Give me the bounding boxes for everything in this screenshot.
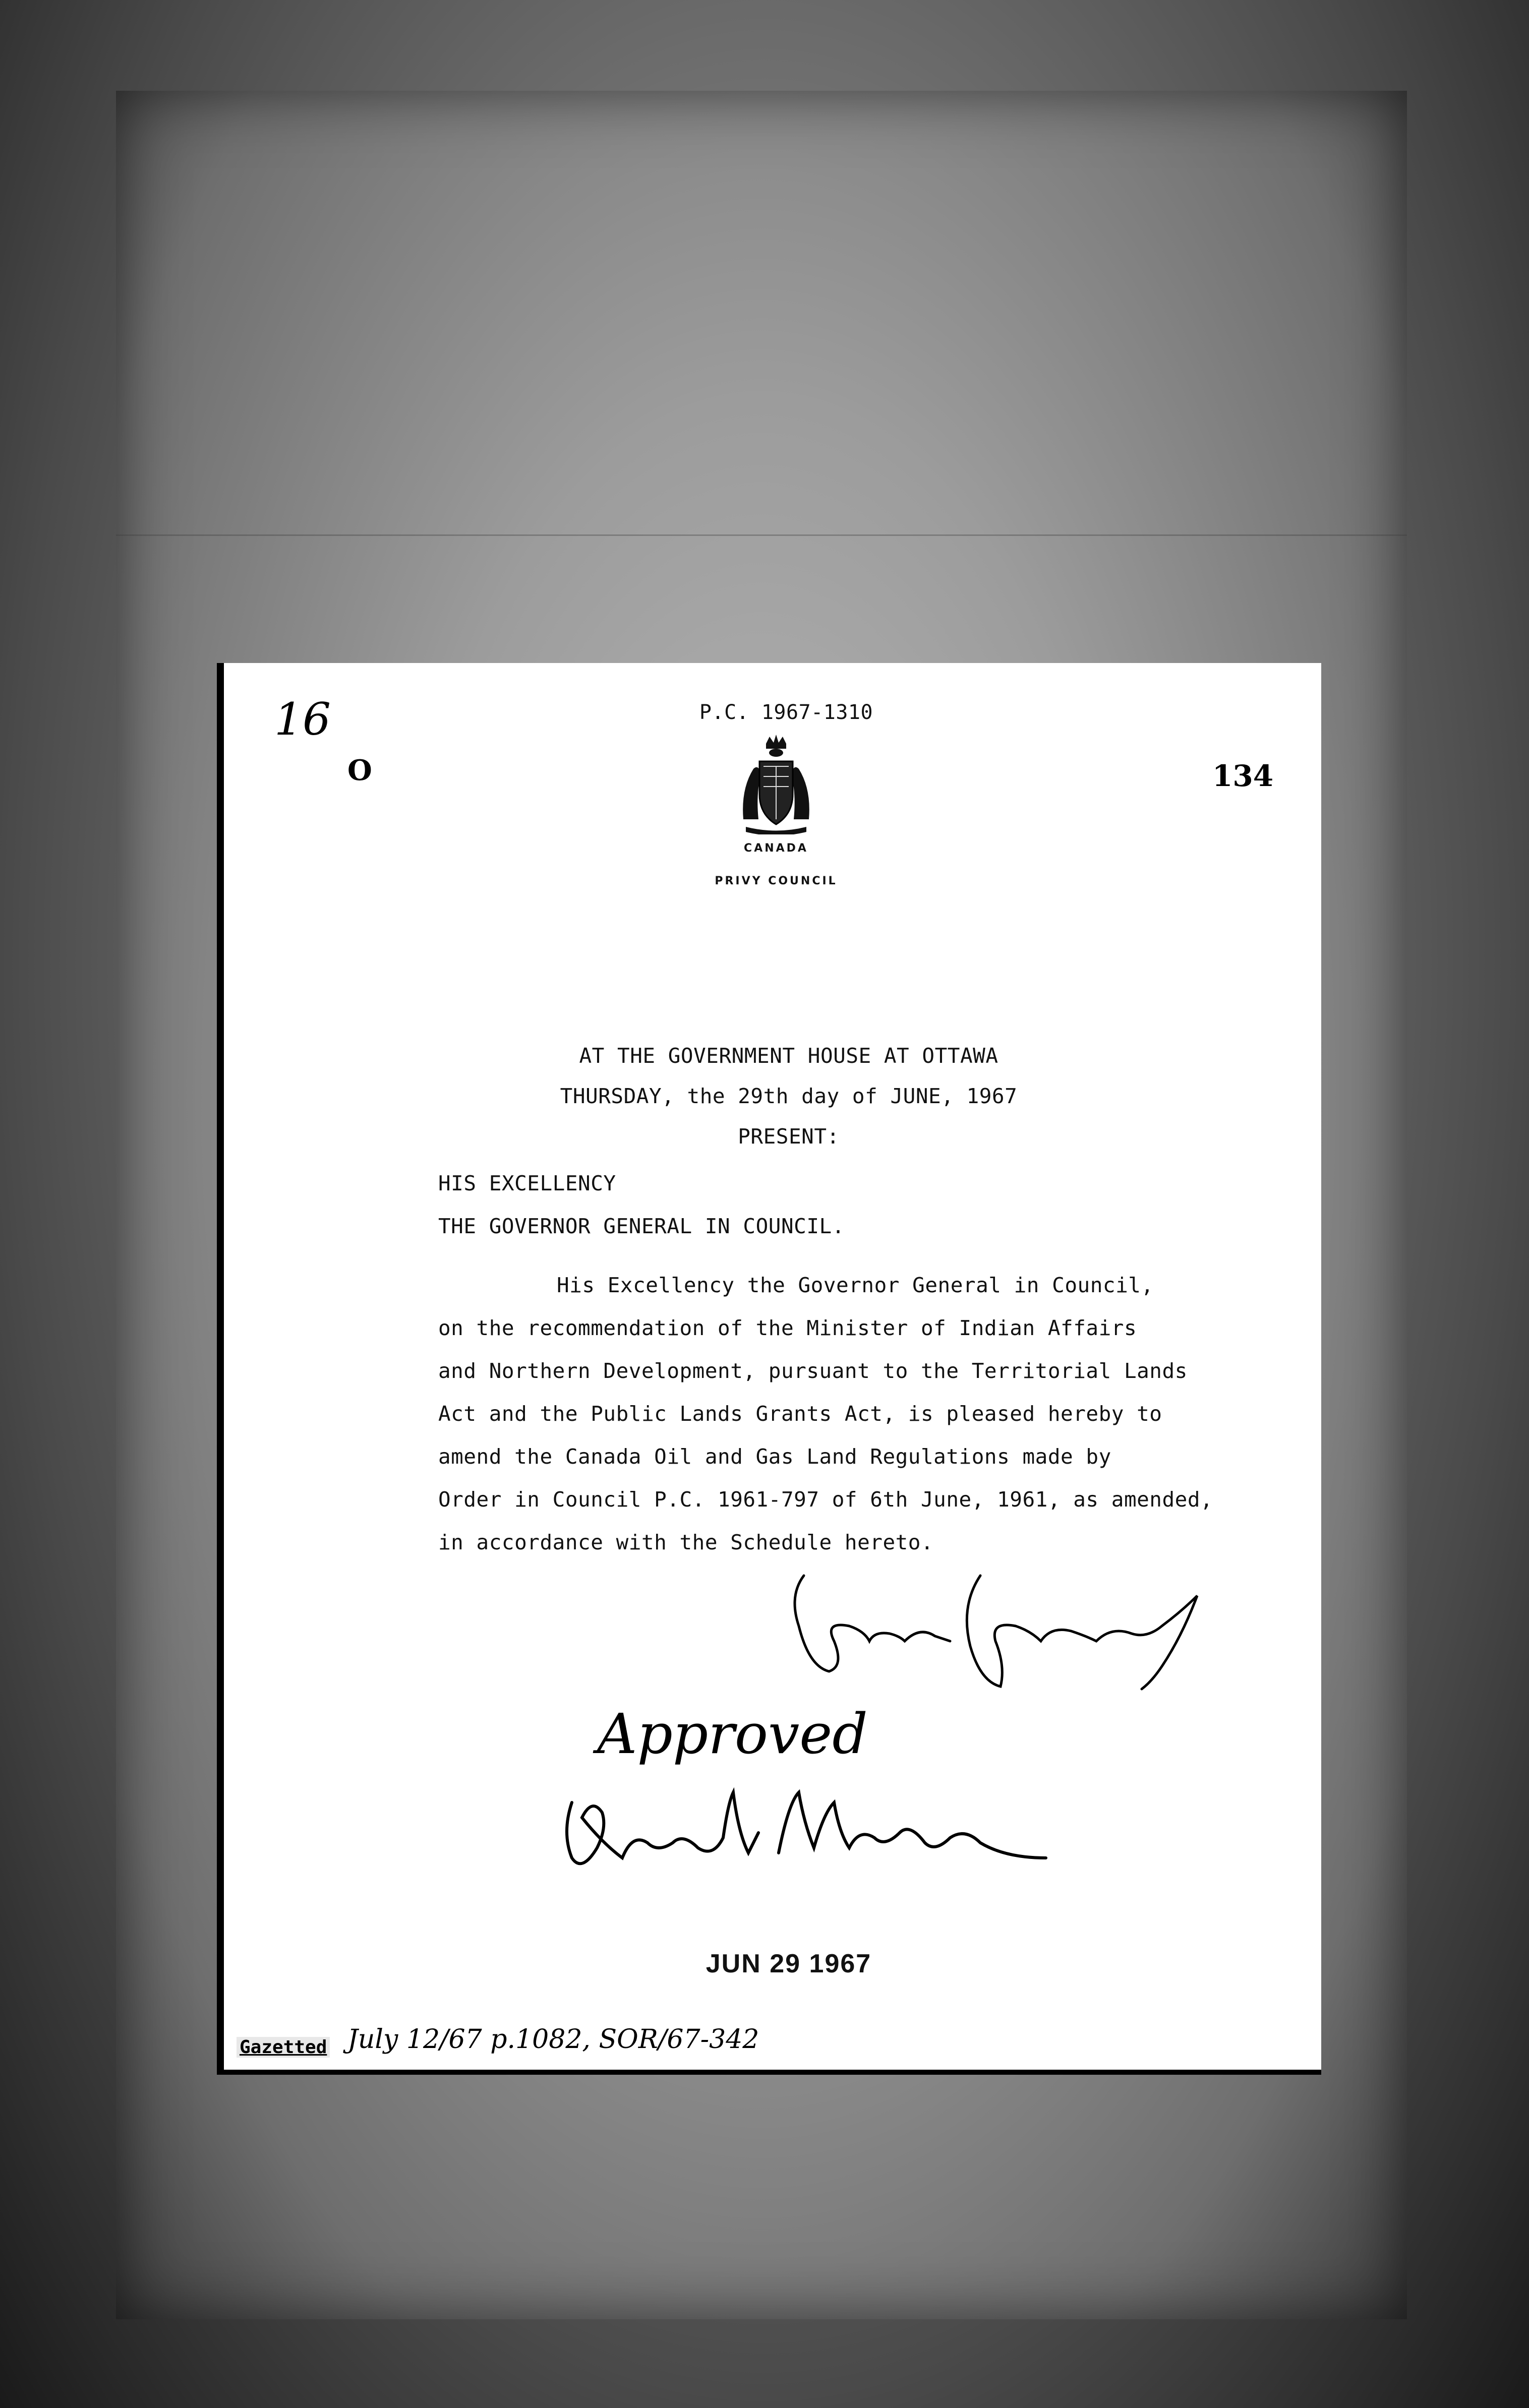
gazetted-note: July 12/67 p.1082, SOR/67-342 xyxy=(347,2024,759,2055)
document-page xyxy=(217,663,1321,2075)
governor-general-signature xyxy=(552,1772,1081,1883)
date-stamp: JUN 29 1967 xyxy=(705,1949,872,1978)
page-number: 134 xyxy=(1212,759,1274,793)
fold-line xyxy=(116,534,1407,536)
footer-rule xyxy=(716,2070,799,2072)
addressee-line-1: HIS EXCELLENCY xyxy=(438,1171,616,1195)
body-line-7: in accordance with the Schedule hereto. xyxy=(438,1530,934,1554)
body-line-6: Order in Council P.C. 1961-797 of 6th June, 1961, as amended, xyxy=(438,1487,1213,1512)
crest-label-privy-council: PRIVY COUNCIL xyxy=(715,875,838,887)
addressee-line-2: THE GOVERNOR GENERAL IN COUNCIL. xyxy=(438,1214,845,1238)
coat-of-arms-icon xyxy=(738,734,814,834)
margin-letter: O xyxy=(347,754,372,787)
heading-present: PRESENT: xyxy=(738,1124,840,1149)
body-line-2: on the recommendation of the Minister of Indian Affairs xyxy=(438,1316,1137,1340)
clerk-signature xyxy=(769,1566,1222,1697)
heading-date: THURSDAY, the 29th day of JUNE, 1967 xyxy=(560,1084,1018,1108)
heading-location: AT THE GOVERNMENT HOUSE AT OTTAWA xyxy=(579,1044,998,1068)
pc-number: P.C. 1967-1310 xyxy=(699,701,873,724)
body-line-5: amend the Canada Oil and Gas Land Regulations made by xyxy=(438,1444,1111,1469)
gazetted-stamp: Gazetted xyxy=(237,2037,330,2058)
body-line-4: Act and the Public Lands Grants Act, is pleased hereby to xyxy=(438,1402,1162,1426)
body-line-3: and Northern Development, pursuant to the Territorial Lands xyxy=(438,1359,1188,1383)
crest-label-canada: CANADA xyxy=(744,842,808,855)
approved-handwritten: Approved xyxy=(597,1702,868,1766)
body-line-1: His Excellency the Governor General in Council, xyxy=(557,1273,1154,1297)
handwritten-folio: 16 xyxy=(274,693,331,745)
